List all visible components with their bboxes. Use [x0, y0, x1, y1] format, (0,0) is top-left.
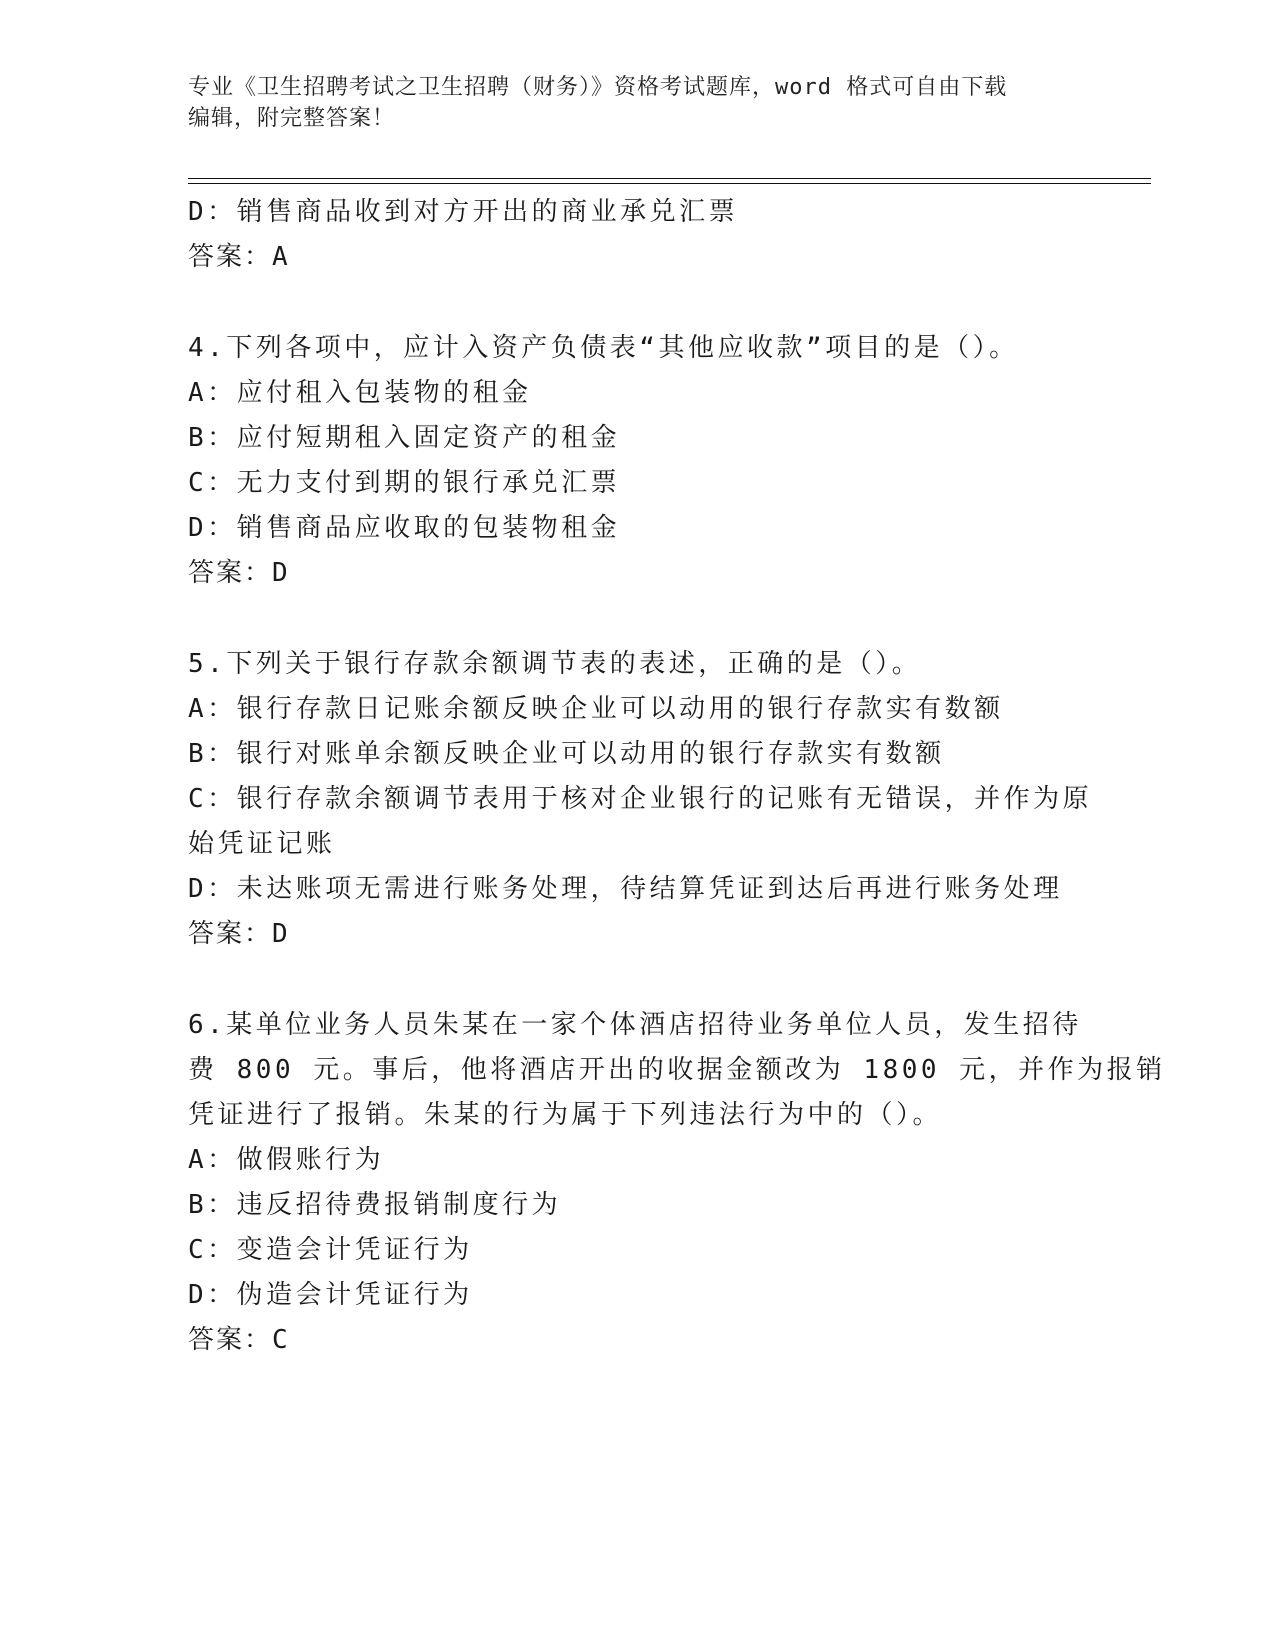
- question-6-answer: 答案：C: [188, 1325, 290, 1355]
- question-6-option-b: B：违反招待费报销制度行为: [188, 1190, 562, 1220]
- question-body: [188, 190, 1166, 1363]
- question-5-option-c: C：银行存款余额调节表用于核对企业银行的记账有无错误，并作为原: [188, 784, 1093, 814]
- question-4-stem: 4.下列各项中，应计入资产负债表“其他应收款”项目的是（）。: [188, 333, 1019, 363]
- question-4-answer: 答案：D: [188, 558, 290, 588]
- question-4: [188, 326, 1088, 596]
- question-5-option-b: B：银行对账单余额反映企业可以动用的银行存款实有数额: [188, 739, 945, 769]
- question-4-option-a: A：应付租入包装物的租金: [188, 378, 532, 408]
- document-header: [188, 72, 1088, 134]
- question-5-option-c-continued: 始凭证记账: [188, 829, 336, 859]
- question-6-option-d: D：伪造会计凭证行为: [188, 1280, 473, 1310]
- question-6-stem-line-3: 凭证进行了报销。朱某的行为属于下列违法行为中的（）。: [188, 1100, 943, 1130]
- question-5-option-d: D：未达账项无需进行账务处理，待结算凭证到达后再进行账务处理: [188, 874, 1063, 904]
- question-4-option-c: C：无力支付到期的银行承兑汇票: [188, 468, 621, 498]
- question-5-answer: 答案：D: [188, 919, 290, 949]
- question-4-option-b: B：应付短期租入固定资产的租金: [188, 423, 621, 453]
- question-6-option-c: C：变造会计凭证行为: [188, 1235, 473, 1265]
- question-6: [188, 1003, 1166, 1363]
- question-6-stem-line-1: 6.某单位业务人员朱某在一家个体酒店招待业务单位人员，发生招待: [188, 1010, 1082, 1040]
- header-rule-bottom: [188, 183, 1151, 184]
- prev-option-d: D：销售商品收到对方开出的商业承兑汇票: [188, 197, 739, 227]
- header-line-1: 专业《卫生招聘考试之卫生招聘（财务）》资格考试题库，word 格式可自由下载: [188, 75, 1008, 100]
- question-5-option-a: A：银行存款日记账余额反映企业可以动用的银行存款实有数额: [188, 694, 1004, 724]
- question-6-stem-line-2: 费 800 元。事后，他将酒店开出的收据金额改为 1800 元，并作为报销: [188, 1055, 1166, 1085]
- question-6-option-a: A：做假账行为: [188, 1145, 385, 1175]
- question-5-stem: 5.下列关于银行存款余额调节表的表述，正确的是（）。: [188, 649, 922, 679]
- question-4-option-d: D：销售商品应收取的包装物租金: [188, 513, 621, 543]
- question-5: [188, 642, 1093, 957]
- header-rule-top: [188, 178, 1151, 179]
- prev-answer: 答案：A: [188, 242, 290, 272]
- header-line-2: 编辑，附完整答案！: [188, 106, 396, 131]
